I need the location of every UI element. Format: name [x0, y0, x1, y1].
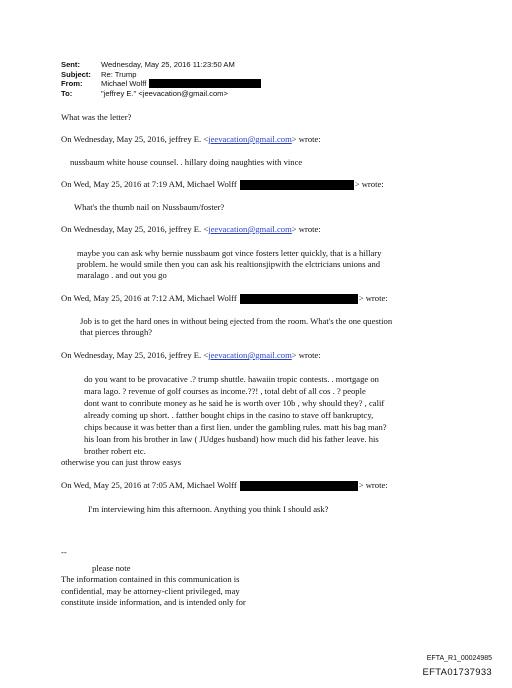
question-line: What was the letter? [61, 112, 132, 122]
from-label: From: [61, 79, 83, 89]
signature-line-1: The information contained in this communication is [61, 574, 240, 584]
bates-number-large: EFTA01737933 [422, 667, 492, 678]
quote-header-3-prefix: On Wednesday, May 25, 2016, jeffrey E. < [61, 224, 209, 234]
quote-text-1: nussbaum white house counsel. . hillary doing naughties with vince [70, 157, 303, 167]
sent-row [61, 60, 261, 70]
quote-header-5-suffix: > wrote: [291, 350, 321, 360]
quote-text-4-line-1: Job is to get the hard ones in without being ejected from the room. What's the one question [80, 316, 393, 326]
subject-value: Re: Trump [101, 69, 137, 79]
quote-text-5-after: otherwise you can just throw easys [61, 457, 182, 467]
email-link-3[interactable]: jeevacation@gmail.com [208, 224, 292, 234]
quote-header-5-prefix: On Wednesday, May 25, 2016, jeffrey E. < [61, 350, 209, 360]
quote-header-4 [61, 293, 388, 304]
quote-header-3 [61, 224, 321, 235]
quote-header-4-wrote: > wrote: [358, 293, 388, 303]
sent-value: Wednesday, May 25, 2016 11:23:50 AM [101, 60, 235, 69]
redaction-block [240, 294, 358, 304]
email-link-1[interactable]: jeevacation@gmail.com [208, 134, 292, 144]
signature-line-2: confidential, may be attorney-client privileged, may [61, 586, 240, 596]
subject-row [61, 70, 261, 80]
redaction-block [240, 481, 358, 491]
to-label: To: [61, 88, 73, 98]
to-row [61, 89, 261, 99]
from-value: Michael Wolff [101, 79, 147, 89]
quote-text-5-line-1: do you want to be provacative .? trump shuttle. hawaiin tropic contests. . mortgage on [84, 374, 379, 384]
quote-text-3-line-2: problem. he would smile then you can ask his realtionsjipwith the elctricians unions and [77, 259, 381, 269]
quote-text-5-line-5: chips because it was better than a first lien. under the gambling rules. matt his bag man? [84, 422, 387, 432]
quote-header-1-prefix: On Wednesday, May 25, 2016, jeffrey E. < [61, 134, 209, 144]
quote-text-3-line-1: maybe you can ask why bernie nussbaum got vince fosters letter quickly, that is a hillary [77, 248, 382, 258]
quote-header-4-text: On Wed, May 25, 2016 at 7:12 AM, Michael Wolff [61, 293, 237, 303]
quote-header-1 [61, 134, 321, 145]
email-link-5[interactable]: jeevacation@gmail.com [208, 350, 292, 360]
signature-note: please note [92, 563, 131, 573]
quote-text-5-line-3: dont want to conribute money as he said he is worth over 10b , why should they? , calif [84, 398, 385, 408]
quote-header-2-text: On Wed, May 25, 2016 at 7:19 AM, Michael Wolff [61, 179, 237, 189]
redaction-block [240, 180, 354, 190]
quote-text-5-line-6: his loan from his brother in law ( JUdges husband) how much did his father leave. his [84, 434, 379, 444]
redaction-block [149, 79, 261, 88]
quote-text-5-line-4: already coming up short. . fatther bought chips in the casino to stave off bankruptcy, [84, 410, 374, 420]
signature-dash: -- [61, 547, 67, 557]
quote-text-4-line-2: that pierces through? [80, 327, 153, 337]
subject-label: Subject: [61, 69, 91, 79]
to-value: "jeffrey E." <jeevacation@gmail.com> [101, 88, 228, 98]
bates-number-small: EFTA_R1_00024985 [426, 655, 492, 662]
quote-text-3-line-3: maralago . and out you go [77, 270, 167, 280]
email-header [61, 60, 261, 98]
quote-header-2 [61, 179, 384, 190]
sent-label: Sent: [61, 60, 80, 69]
quote-header-6 [61, 480, 388, 491]
quote-text-2: What's the thumb nail on Nussbaum/foster? [74, 202, 225, 212]
quote-text-5-line-7: brother robert etc. [84, 446, 146, 456]
from-row [61, 79, 261, 89]
quote-header-5 [61, 350, 321, 361]
quote-header-1-suffix: > wrote: [291, 134, 321, 144]
quote-header-6-wrote: > wrote: [358, 480, 388, 490]
quote-header-2-wrote: > wrote: [354, 179, 384, 189]
quote-text-5-line-2: mara lago. ? revenue of golf courses as income.??! , total debt of all cos . ? people [84, 386, 366, 396]
quote-text-6: I'm interviewing him this afternoon. Anything you think I should ask? [88, 504, 329, 514]
quote-header-3-suffix: > wrote: [291, 224, 321, 234]
quote-header-6-text: On Wed, May 25, 2016 at 7:05 AM, Michael Wolff [61, 480, 237, 490]
signature-line-3: constitute inside information, and is intended only for [61, 597, 246, 607]
